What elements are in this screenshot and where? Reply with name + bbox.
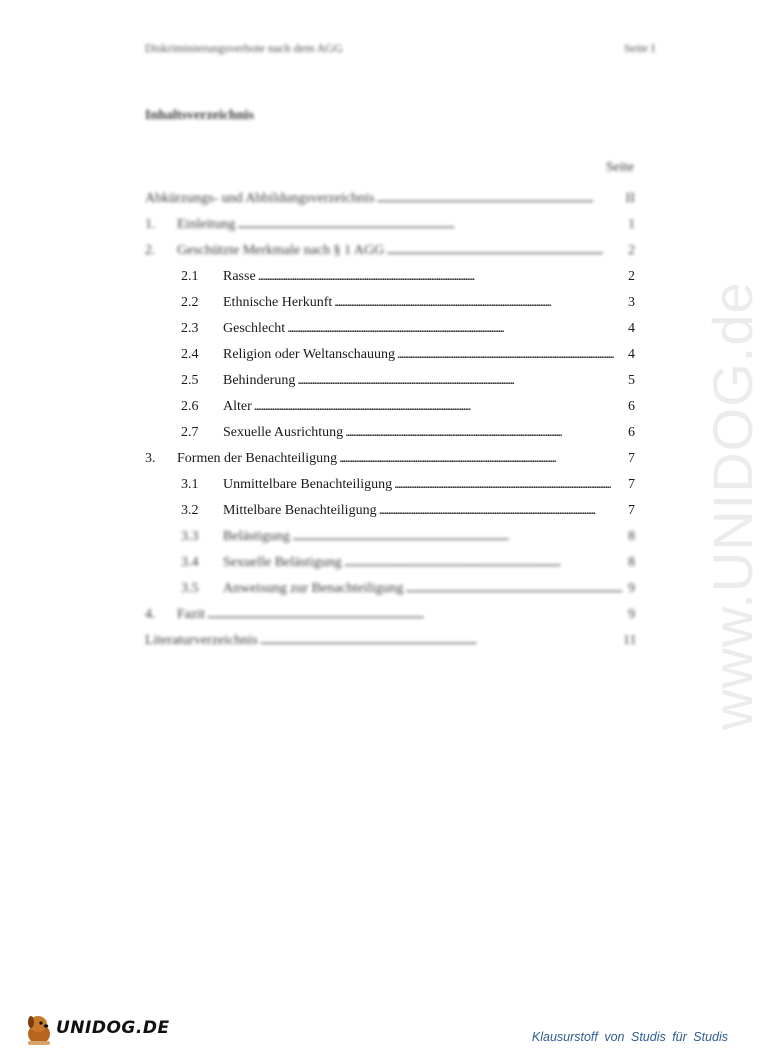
dot-leader [292,529,621,545]
toc-entry [145,545,635,571]
toc-entry-title: Einleitung [177,217,236,232]
toc-entry-page: 2 [628,243,635,258]
toc-entry [145,337,635,363]
dot-leader [207,607,621,623]
toc-entry-page: 1 [628,217,635,232]
dot-leader [405,581,621,597]
toc-entry-number: 2.5 [181,373,199,388]
toc-entry [145,259,635,285]
header-title: Diskriminierungsverbote nach dem AGG [145,41,343,55]
toc-entry-number: 2.7 [181,425,199,440]
dot-leader [260,633,621,649]
toc-entry [145,571,635,597]
toc-entry-number: 2.1 [181,269,199,284]
toc-entry-title: Geschlecht [223,321,286,336]
unidog-logo [22,1012,170,1048]
toc-entry [145,441,635,467]
toc-entry-title: Religion oder Weltanschauung [223,347,396,362]
toc-entry-number: 2.2 [181,295,199,310]
toc-entry-title: Sexuelle Ausrichtung [223,425,344,440]
toc-entry-number: 3.4 [181,555,199,570]
toc-entry-title: Mittelbare Benachteiligung [223,503,377,518]
toc-entry-number: 2.4 [181,347,199,362]
toc-entry-page: 6 [628,425,635,440]
toc-entry [145,519,635,545]
toc-entry-page: 4 [628,347,635,362]
toc-entry-page: 4 [628,321,635,336]
dot-leader [254,399,621,415]
dot-leader [379,503,621,519]
toc-entry-title: Anweisung zur Benachteiligung [223,581,404,596]
dot-leader [297,373,621,389]
toc-entry-page: 9 [628,607,635,622]
dot-leader [345,425,621,441]
toc-entry-number: 1. [145,217,156,232]
dot-leader [376,191,621,207]
dot-leader [287,321,621,337]
dog-mascot-icon [22,1012,56,1048]
toc-entry-title: Alter [223,399,252,414]
toc-entry-number: 3.5 [181,581,199,596]
toc-entry-page: 11 [623,633,637,648]
toc-entry [145,623,635,649]
toc-entry-page: 7 [628,477,635,492]
toc-entry-title: Geschützte Merkmale nach § 1 AGG [177,243,385,258]
logo-wordmark: UNIDOG.DE [56,1018,170,1038]
toc-entry-number: 2.3 [181,321,199,336]
toc-entry-number: 3.3 [181,529,199,544]
toc-entry-title: Unmittelbare Benachteiligung [223,477,393,492]
toc-entry [145,207,635,233]
toc-entry [145,493,635,519]
toc-entry [145,415,635,441]
dot-leader [344,555,621,571]
toc-entry-number: 3. [145,451,156,466]
dot-leader [258,269,621,285]
toc-entry [145,233,635,259]
toc-entry-number: 4. [145,607,156,622]
dot-leader [237,217,621,233]
page-column-label: Seite [606,160,634,175]
toc-entry-title: Abkürzungs- und Abbildungsverzeichnis [145,191,375,206]
toc-entry-title: Formen der Benachteiligung [177,451,338,466]
toc-entry-title: Behinderung [223,373,296,388]
footer-tagline: Klausurstoff von Studis für Studis [531,1030,728,1044]
toc-entry [145,181,635,207]
toc-entry-title: Rasse [223,269,256,284]
toc-entry-title: Ethnische Herkunft [223,295,333,310]
toc-entry [145,467,635,493]
toc-entry-page: 6 [628,399,635,414]
toc-entry-page: 7 [628,503,635,518]
toc-entry-number: 2.6 [181,399,199,414]
toc-entry-number: 3.2 [181,503,199,518]
dot-leader [386,243,621,259]
toc-entry-title: Fazit [177,607,205,622]
toc-entry-page: 8 [628,555,635,570]
toc-entry-number: 3.1 [181,477,199,492]
toc-entry-page: 7 [628,451,635,466]
watermark-text: www.UNIDOG.de [701,281,764,730]
toc-entry-page: 3 [628,295,635,310]
toc-entry-page: 5 [628,373,635,388]
toc-entry [145,311,635,337]
table-of-contents [145,181,635,649]
toc-entry-title: Literaturverzeichnis [145,633,258,648]
toc-heading: Inhaltsverzeichnis [145,108,254,123]
toc-entry-page: 8 [628,529,635,544]
dot-leader [397,347,621,363]
header-page-number: Seite I [624,41,655,55]
dot-leader [339,451,621,467]
toc-entry [145,363,635,389]
toc-entry [145,285,635,311]
toc-entry-page: II [625,191,635,206]
toc-entry-number: 2. [145,243,156,258]
toc-entry-page: 2 [628,269,635,284]
toc-entry-title: Sexuelle Belästigung [223,555,342,570]
toc-entry-page: 9 [628,581,635,596]
toc-entry [145,597,635,623]
toc-entry [145,389,635,415]
dot-leader [334,295,621,311]
dot-leader [394,477,621,493]
toc-entry-title: Belästigung [223,529,290,544]
